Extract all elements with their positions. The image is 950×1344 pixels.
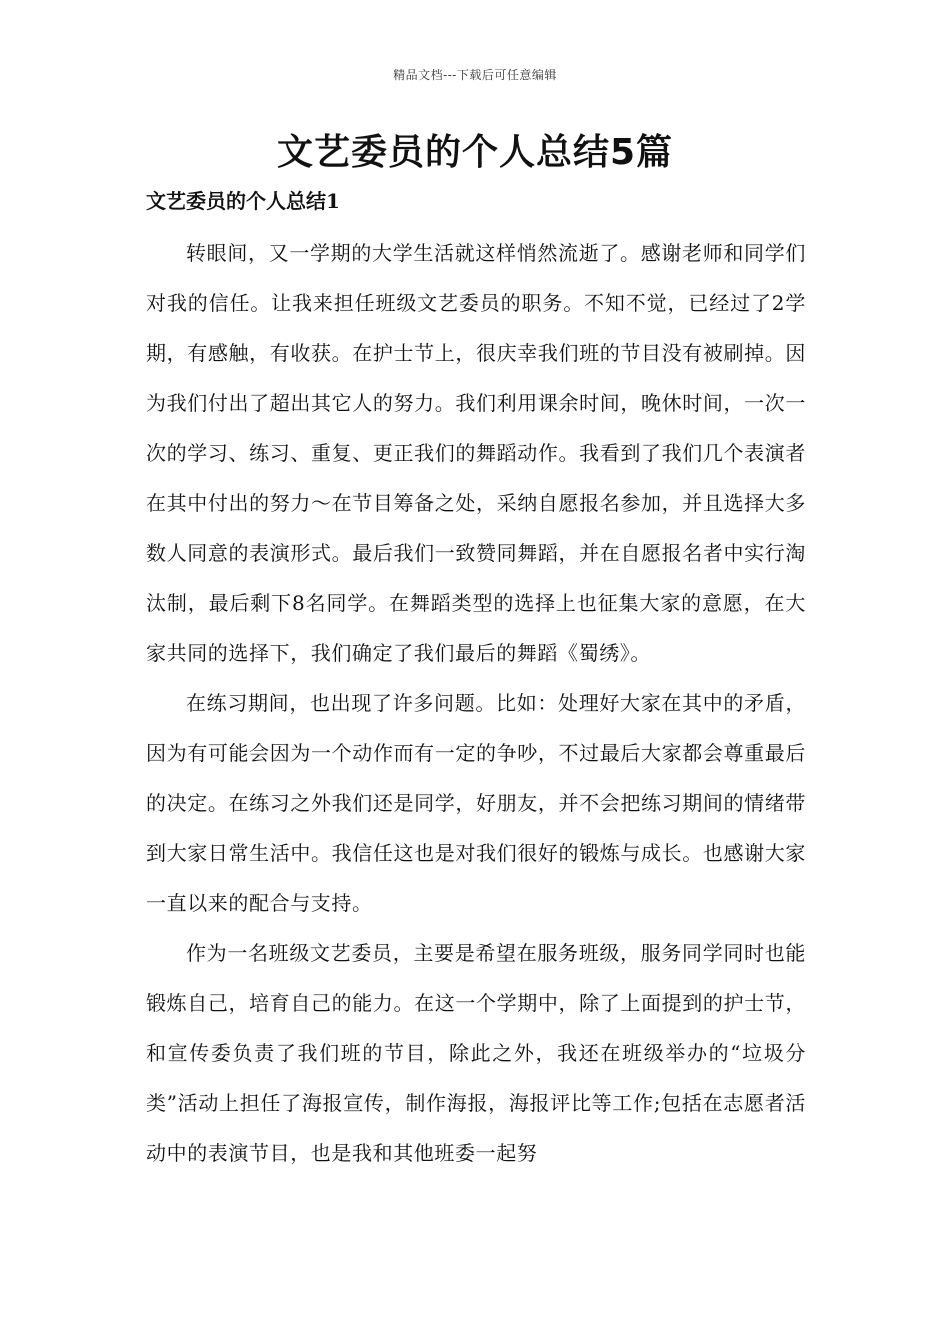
body-text	[146, 228, 806, 1178]
header-note: 精品文档---下载后可任意编辑	[393, 68, 557, 82]
section-heading: 文艺委员的个人总结1	[146, 189, 340, 213]
paragraph-2: 在练习期间，也出现了许多问题。比如：处理好大家在其中的矛盾，因为有可能会因为一个动作而有一定的争吵，不过最后大家都会尊重最后的决定。在练习之外我们还是同学，好朋友，并不会把练习期间的情绪带到大家日常生活中。我信任这也是对我们很好的锻炼与成长。也感谢大家一直以来的配合与支持。	[146, 691, 806, 915]
paragraph-1: 转眼间，又一学期的大学生活就这样悄然流逝了。感谢老师和同学们对我的信任。让我来担任班级文艺委员的职务。不知不觉，已经过了2学期，有感触，有收获。在护士节上，很庆幸我们班的节目没有被刷掉。因为我们付出了超出其它人的努力。我们利用课余时间，晚休时间，一次一次的学习、练习、重复、更正我们的舞蹈动作。我看到了我们几个表演者在其中付出的努力～在节目筹备之处，采纳自愿报名参加，并且选择大多数人同意的表演形式。最后我们一致赞同舞蹈，并在自愿报名者中实行淘汰制，最后剩下8名同学。在舞蹈类型的选择上也征集大家的意愿，在大家共同的选择下，我们确定了我们最后的舞蹈《蜀绣》。	[146, 241, 806, 665]
paragraph-3: 作为一名班级文艺委员，主要是希望在服务班级，服务同学同时也能锻炼自己，培育自己的能力。在这一个学期中，除了上面提到的护士节，和宣传委负责了我们班的节目，除此之外，我还在班级举办的“垃圾分类”活动上担任了海报宣传，制作海报，海报评比等工作;包括在志愿者活动中的表演节目，也是我和其他班委一起努	[146, 941, 806, 1165]
document-title: 文艺委员的个人总结5篇	[276, 132, 674, 173]
